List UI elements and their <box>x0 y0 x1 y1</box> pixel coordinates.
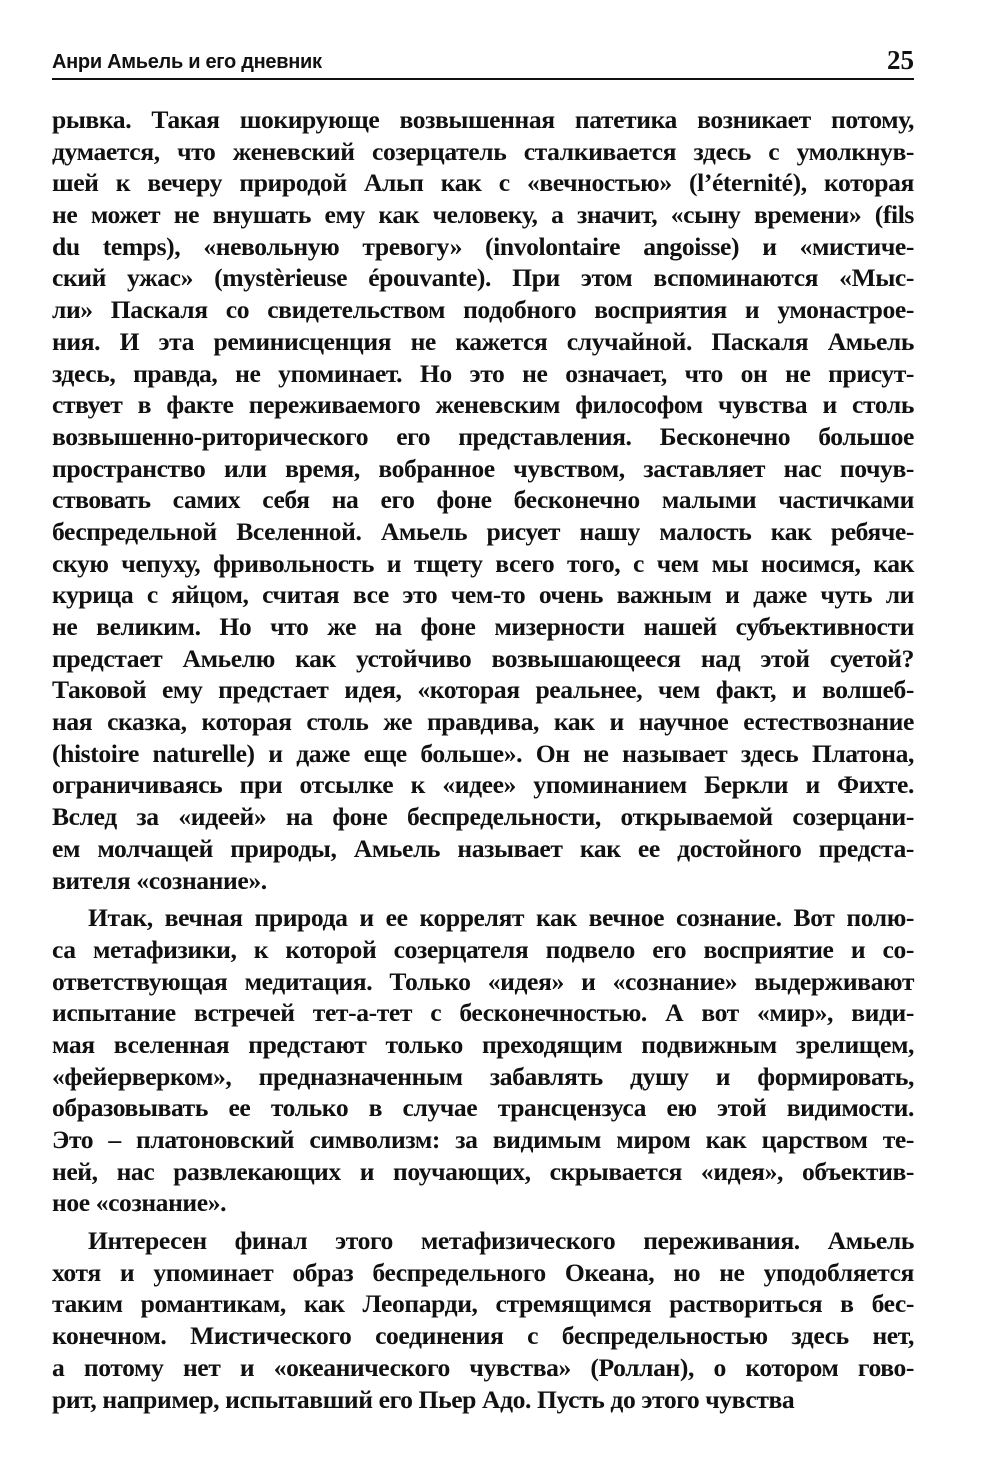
text-line: думается, что женевский созерцатель сталкивается здесь с умолкнув- <box>52 136 914 166</box>
running-title: Анри Амьель и его дневник <box>52 51 322 73</box>
text-line: испытание встречей тет-а-тет с бесконечностью. А вот «мир», види- <box>52 998 914 1028</box>
text-line: конечном. Мистического соединения с беспредельностью здесь нет, <box>52 1321 914 1351</box>
text-line: ответствующая медитация. Только «идея» и «сознание» выдерживают <box>52 966 914 996</box>
text-line: Интересен финал этого метафизического переживания. Амьель <box>88 1226 914 1256</box>
text-line: здесь, правда, не упоминает. Но это не означает, что он не присут- <box>52 358 914 388</box>
text-line: са метафизики, к которой созерцателя подвело его восприятие и со- <box>52 934 914 964</box>
text-line: возвышенно-риторического его представления. Бесконечно большое <box>52 421 914 451</box>
text-line: курица с яйцом, считая все это чем-то очень важным и даже чуть ли <box>52 580 914 610</box>
text-line: (histoire naturelle) и даже еще больше». Он не называет здесь Платона, <box>52 738 914 768</box>
paragraph-2 <box>52 902 914 1219</box>
running-header <box>52 40 914 80</box>
text-line: Вслед за «идеей» на фоне беспредельности, открываемой созерцани- <box>52 802 914 832</box>
text-line: ем молчащей природы, Амьель называет как ее достойного предста- <box>52 833 914 863</box>
text-line: хотя и упоминает образ беспредельного Океана, но не уподобляется <box>52 1257 914 1287</box>
text-line: беспредельной Вселенной. Амьель рисует нашу малость как ребяче- <box>52 516 914 546</box>
text-line: не может не внушать ему как человеку, а значит, «сыну времени» (fils <box>52 200 914 230</box>
text-line: du temps), «невольную тревогу» (involontaire angoisse) и «мистиче- <box>52 231 914 261</box>
text-line: ней, нас развлекающих и поучающих, скрывается «идея», объектив- <box>52 1156 914 1186</box>
body-text <box>52 104 914 1415</box>
paragraph-3 <box>52 1225 914 1415</box>
text-line: Таковой ему предстает идея, «которая реальнее, чем факт, и волшеб- <box>52 675 914 705</box>
text-line: ограничиваясь при отсылке к «идее» упоминанием Беркли и Фихте. <box>52 770 914 800</box>
text-line: ная сказка, которая столь же правдива, как и научное естествознание <box>52 707 914 737</box>
text-line: шей к вечеру природой Альп как с «вечностью» (l’éternité), которая <box>52 168 914 198</box>
text-line: предстает Амьелю как устойчиво возвышающееся над этой суетой? <box>52 643 914 673</box>
text-line: скую чепуху, фривольность и тщету всего того, с чем мы носимся, как <box>52 548 914 578</box>
text-line: «фейерверком», предназначенным забавлять душу и формировать, <box>52 1061 914 1091</box>
text-line: Это – платоновский символизм: за видимым миром как царством те- <box>52 1125 914 1154</box>
text-line: вителя «сознание». <box>52 865 267 895</box>
text-line: ствует в факте переживаемого женевским философом чувства и столь <box>52 390 914 420</box>
text-line: не великим. Но что же на фоне мизерности нашей субъективности <box>52 612 914 641</box>
text-line: мая вселенная предстают только преходящим подвижным зрелищем, <box>52 1029 914 1059</box>
text-line: рит, например, испытавший его Пьер Адо. Пусть до этого чувства <box>52 1384 795 1414</box>
text-line: ния. И эта реминисценция не кажется случайной. Паскаля Амьель <box>52 326 914 356</box>
text-line: ли» Паскаля со свидетельством подобного восприятия и умонастрое- <box>52 295 914 325</box>
text-line: ное «сознание». <box>52 1188 227 1218</box>
page-number: 25 <box>887 45 914 75</box>
text-line: пространство или время, вобранное чувством, заставляет нас почув- <box>52 453 914 483</box>
text-line: ствовать самих себя на его фоне бесконечно малыми частичками <box>52 485 914 515</box>
text-line: образовывать ее только в случае трансцензуса ею этой видимости. <box>52 1093 914 1123</box>
paragraph-1 <box>52 104 914 896</box>
book-page <box>52 40 914 1415</box>
text-line: рывка. Такая шокирующе возвышенная патетика возникает потому, <box>52 105 914 134</box>
text-line: а потому нет и «океанического чувства» (Роллан), о котором гово- <box>52 1352 914 1382</box>
text-line: таким романтикам, как Леопарди, стремящимся раствориться в бес- <box>52 1289 914 1319</box>
text-line: ский ужас» (mystèrieuse épouvante). При этом вспоминаются «Мыс- <box>52 263 914 293</box>
text-line: Итак, вечная природа и ее коррелят как вечное сознание. Вот полю- <box>88 903 914 933</box>
